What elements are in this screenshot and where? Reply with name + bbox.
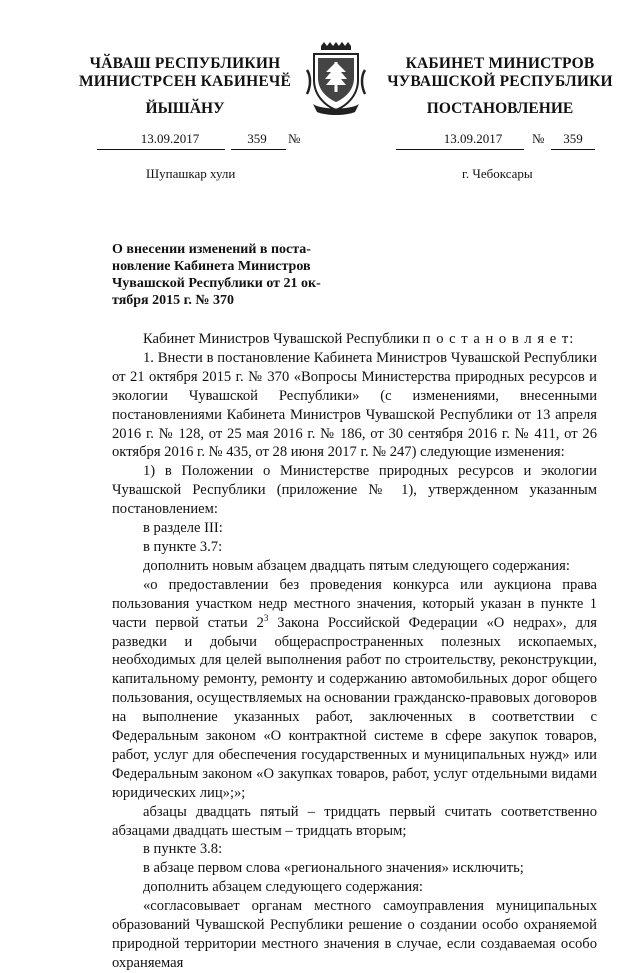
right-doc-type: ПОСТАНОВЛЕНИЕ xyxy=(426,100,574,117)
paragraph-8: в пункте 3.8: xyxy=(143,841,223,858)
intro-spaced: п о с т а н о в л я е т: xyxy=(422,331,575,347)
title-line2: новление Кабинета Министров xyxy=(112,259,311,274)
right-org-name xyxy=(375,55,625,91)
left-number-underline xyxy=(231,148,286,150)
left-doc-type: ЙЫШӐНУ xyxy=(145,100,225,117)
p6-after: Закона Российской Федерации «О недрах», для разведки и добычи общераспространенных полезных ископаемых, необходимых для целей выполнения работ по строительству, реконструкции, капитальному ремонту, ремонту и содержанию автомобильных дорог общего пользования, осуществляемых на основании гражданско-правовых договоров на выполнение указанных работ, заключенных в соответствии с Федеральным законом «О контрактной системе в сфере закупок товаров, работ, услуг для обеспечения государственных и муниципальных нужд» или Федеральным законом «О закупках товаров, работ, услуг отдельными видами юридических лиц»;»; xyxy=(112,614,597,801)
left-org-line2: МИНИСТРСЕН КАБИНЕЧӖ xyxy=(78,73,292,90)
paragraph-3: в разделе III: xyxy=(143,520,223,537)
title-line4: тября 2015 г. № 370 xyxy=(112,293,234,308)
paragraph-11: «согласовывает органам местного самоуправления муниципальных образований Чувашской Республики решение о создании особо охраняемой природной территории местного значения в случае, если создаваемая особо охраняемая xyxy=(112,898,597,971)
intro-prefix: Кабинет Министров Чувашской Республики xyxy=(143,331,423,347)
right-org-line1: КАБИНЕТ МИНИСТРОВ xyxy=(405,55,595,72)
left-number: 359 xyxy=(247,131,267,146)
paragraph-1: 1. Внести в постановление Кабинета Министров Чувашской Республики от 21 октября 2015 г. № 370 «Вопросы Министерства природных ресурсов и экологии Чувашской Республики» (с изменениями, внесенными постановлениями Кабинета Министров Чувашской Республики от 13 апреля 2016 г. № 128, от 25 мая 2016 г. № 186, от 30 сентября 2016 г. № 411, от 26 октября 2016 г. № 435, от 28 июня 2017 г. № 247) следующие изменения: xyxy=(112,349,597,461)
left-number-sign: № xyxy=(288,131,301,146)
chuvash-coat-of-arms-icon xyxy=(303,40,369,118)
intro-paragraph xyxy=(112,330,597,349)
right-city: г. Чебоксары xyxy=(462,166,533,181)
right-number-sign: № xyxy=(532,131,545,146)
document-body xyxy=(112,330,597,973)
p6-before: «о предоставлении без проведения конкурса или аукциона права пользования участком недр местного значения, который указан в пункте 1 части первой статьи 2 xyxy=(112,576,597,631)
paragraph-10: дополнить абзацем следующего содержания: xyxy=(143,879,423,896)
title-line1: О внесении изменений в поста- xyxy=(112,242,311,257)
left-date: 13.09.2017 xyxy=(140,131,200,146)
paragraph-2: 1) в Положении о Министерстве природных ресурсов и экологии Чувашской Республики (приложение № 1), утвержденном указанным постановлением: xyxy=(112,463,597,518)
document-title xyxy=(112,241,342,309)
right-number-underline xyxy=(551,148,595,150)
paragraph-5: дополнить новым абзацем двадцать пятым следующего содержания: xyxy=(143,557,570,574)
paragraph-7: абзацы двадцать пятый – тридцать первый считать соответственно абзацами двадцать шестым – тридцать вторым; xyxy=(112,803,597,839)
paragraph-6 xyxy=(112,576,597,803)
left-date-underline xyxy=(97,148,225,150)
p6-sup: 3 xyxy=(263,612,269,623)
left-city: Шупашкар хули xyxy=(146,166,236,181)
right-date-underline xyxy=(396,148,524,150)
paragraph-9: в абзаце первом слова «регионального значения» исключить; xyxy=(143,860,524,877)
right-date: 13.09.2017 xyxy=(443,131,503,146)
right-org-line2: ЧУВАШСКОЙ РЕСПУБЛИКИ xyxy=(387,73,613,90)
left-org-name xyxy=(60,55,310,91)
right-number: 359 xyxy=(563,131,583,146)
paragraph-4: в пункте 3.7: xyxy=(143,538,223,555)
title-line3: Чувашской Республики от 21 ок- xyxy=(112,276,321,291)
left-org-line1: ЧӐВАШ РЕСПУБЛИКИН xyxy=(89,55,281,72)
